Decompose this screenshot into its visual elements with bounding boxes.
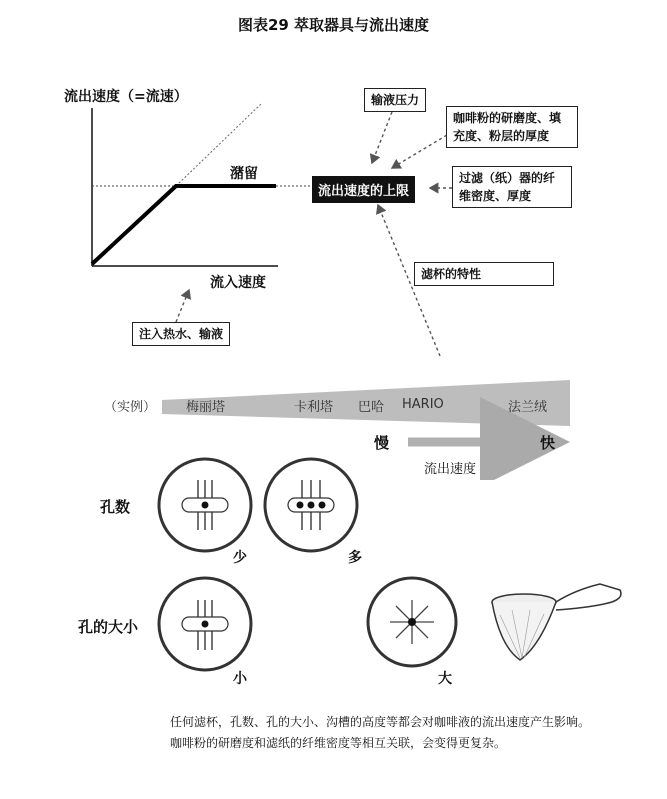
plateau-label: 潴留: [230, 166, 258, 182]
figure-caption: 任何滤杯，孔数、孔的大小、沟槽的高度等都会对咖啡液的流出速度产生影响。咖啡粉的研磨度和滤纸的纤维密度等相互关联，会变得更复杂。: [170, 715, 591, 750]
dripper-many-holes: [265, 459, 357, 551]
fast-label: 快: [540, 434, 556, 452]
inflow-arrow: [176, 290, 189, 322]
pressure-box: 输液压力: [364, 88, 426, 112]
flannel-drip-illustration: [492, 584, 621, 660]
small-label: 小: [233, 671, 247, 687]
dripper-small-hole: [159, 578, 251, 670]
slow-label: 慢: [374, 434, 390, 452]
hole-size-label: 孔的大小: [78, 618, 139, 636]
grind-box: 咖啡粉的研磨度、填充度、粉层的厚度: [446, 106, 578, 148]
x-axis-label: 流入速度: [210, 275, 266, 291]
y-axis-label: 流出速度（=流速）: [64, 89, 188, 105]
figure-title: 图表29 萃取器具与流出速度: [237, 16, 430, 34]
outflow-limit-label: 流出速度的上限: [312, 176, 415, 203]
outflow-speed-axis-label: 流出速度: [424, 462, 477, 477]
few-label: 少: [233, 550, 247, 566]
example-hario: HARIO: [402, 397, 444, 412]
many-label: 多: [348, 550, 362, 566]
filter-density-box: 过滤（纸）器的纤维密度、厚度: [452, 166, 572, 208]
pressure-arrow: [372, 112, 392, 163]
hole-count-label: 孔数: [100, 498, 131, 516]
dripper-few-holes: [159, 459, 251, 551]
hole-diagrams: [0, 450, 667, 710]
inflow-note: 注入热水、输液: [132, 322, 230, 346]
examples-prefix: （实例）: [104, 400, 157, 415]
example-bach: 巴哈: [358, 400, 385, 415]
flow-curve: [92, 186, 276, 264]
dripper-large-hole: [368, 578, 456, 666]
example-flannel: 法兰绒: [508, 400, 548, 415]
large-label: 大: [438, 671, 452, 687]
example-melitta: 梅丽塔: [186, 400, 226, 415]
example-kalita: 卡利塔: [294, 400, 334, 415]
dripper-box: 滤杯的特性: [414, 262, 554, 286]
grind-arrow: [392, 132, 452, 168]
